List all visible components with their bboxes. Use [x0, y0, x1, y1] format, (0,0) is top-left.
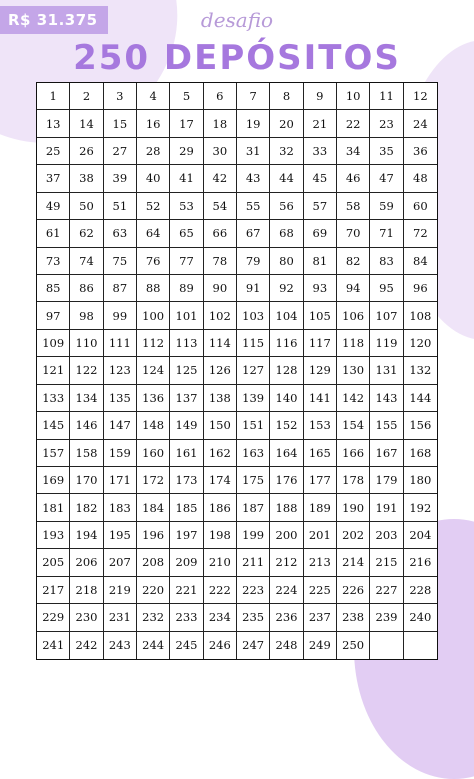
deposit-cell[interactable]: 59	[370, 193, 403, 220]
deposit-cell[interactable]: 234	[204, 604, 237, 631]
deposit-cell[interactable]: 154	[337, 412, 370, 439]
deposit-cell[interactable]: 101	[170, 302, 203, 329]
deposit-cell[interactable]: 177	[304, 467, 337, 494]
deposit-cell[interactable]: 61	[37, 220, 70, 247]
deposit-cell[interactable]: 34	[337, 138, 370, 165]
deposit-cell[interactable]: 70	[337, 220, 370, 247]
deposit-cell[interactable]: 204	[404, 522, 437, 549]
deposit-cell[interactable]: 174	[204, 467, 237, 494]
deposit-cell[interactable]: 91	[237, 275, 270, 302]
deposit-cell[interactable]: 248	[270, 632, 303, 659]
deposit-cell[interactable]: 89	[170, 275, 203, 302]
deposit-cell[interactable]: 53	[170, 193, 203, 220]
deposit-cell[interactable]: 50	[70, 193, 103, 220]
deposit-cell[interactable]: 186	[204, 494, 237, 521]
deposit-cell[interactable]: 219	[104, 577, 137, 604]
deposit-cell[interactable]: 12	[404, 83, 437, 110]
deposit-cell[interactable]: 81	[304, 248, 337, 275]
deposit-cell[interactable]: 44	[270, 165, 303, 192]
deposit-cell[interactable]: 7	[237, 83, 270, 110]
deposit-cell[interactable]: 122	[70, 357, 103, 384]
deposit-cell[interactable]: 115	[237, 330, 270, 357]
deposit-cell[interactable]: 31	[237, 138, 270, 165]
deposit-cell[interactable]: 19	[237, 110, 270, 137]
empty-cell	[404, 632, 437, 659]
deposit-cell[interactable]: 83	[370, 248, 403, 275]
deposit-cell[interactable]: 191	[370, 494, 403, 521]
deposit-cell[interactable]: 178	[337, 467, 370, 494]
deposit-cell[interactable]: 201	[304, 522, 337, 549]
deposit-cell[interactable]: 143	[370, 385, 403, 412]
deposit-cell[interactable]: 216	[404, 549, 437, 576]
deposit-cell[interactable]: 140	[270, 385, 303, 412]
deposit-cell[interactable]: 221	[170, 577, 203, 604]
deposit-cell[interactable]: 158	[70, 440, 103, 467]
deposit-cell[interactable]: 29	[170, 138, 203, 165]
deposit-cell[interactable]: 121	[37, 357, 70, 384]
deposit-cell[interactable]: 49	[37, 193, 70, 220]
deposit-cell[interactable]: 128	[270, 357, 303, 384]
deposit-cell[interactable]: 15	[104, 110, 137, 137]
deposit-cell[interactable]: 218	[70, 577, 103, 604]
deposit-cell[interactable]: 232	[137, 604, 170, 631]
deposit-cell[interactable]: 117	[304, 330, 337, 357]
deposit-cell[interactable]: 84	[404, 248, 437, 275]
deposit-cell[interactable]: 161	[170, 440, 203, 467]
deposit-cell[interactable]: 245	[170, 632, 203, 659]
deposit-cell[interactable]: 27	[104, 138, 137, 165]
deposit-cell[interactable]: 130	[337, 357, 370, 384]
deposit-cell[interactable]: 145	[37, 412, 70, 439]
deposit-cell[interactable]: 175	[237, 467, 270, 494]
deposit-cell[interactable]: 244	[137, 632, 170, 659]
deposit-cell[interactable]: 116	[270, 330, 303, 357]
deposit-cell[interactable]: 157	[37, 440, 70, 467]
deposit-cell[interactable]: 250	[337, 632, 370, 659]
deposit-cell[interactable]: 62	[70, 220, 103, 247]
deposit-cell[interactable]: 67	[237, 220, 270, 247]
deposit-cell[interactable]: 6	[204, 83, 237, 110]
deposit-cell[interactable]: 192	[404, 494, 437, 521]
deposit-cell[interactable]: 144	[404, 385, 437, 412]
deposit-cell[interactable]: 96	[404, 275, 437, 302]
deposit-cell[interactable]: 135	[104, 385, 137, 412]
deposit-cell[interactable]: 229	[37, 604, 70, 631]
deposit-cell[interactable]: 64	[137, 220, 170, 247]
deposit-cell[interactable]: 69	[304, 220, 337, 247]
deposit-cell[interactable]: 203	[370, 522, 403, 549]
deposit-cell[interactable]: 57	[304, 193, 337, 220]
deposit-cell[interactable]: 139	[237, 385, 270, 412]
deposit-cell[interactable]: 72	[404, 220, 437, 247]
deposit-cell[interactable]: 138	[204, 385, 237, 412]
deposit-cell[interactable]: 207	[104, 549, 137, 576]
deposit-cell[interactable]: 209	[170, 549, 203, 576]
deposit-cell[interactable]: 133	[37, 385, 70, 412]
deposit-cell[interactable]: 71	[370, 220, 403, 247]
deposit-cell[interactable]: 73	[37, 248, 70, 275]
deposit-cell[interactable]: 176	[270, 467, 303, 494]
deposit-cell[interactable]: 110	[70, 330, 103, 357]
deposit-cell[interactable]: 40	[137, 165, 170, 192]
deposit-cell[interactable]: 95	[370, 275, 403, 302]
deposit-cell[interactable]: 112	[137, 330, 170, 357]
deposit-cell[interactable]: 43	[237, 165, 270, 192]
deposit-cell[interactable]: 30	[204, 138, 237, 165]
deposit-cell[interactable]: 132	[404, 357, 437, 384]
deposit-cell[interactable]: 87	[104, 275, 137, 302]
deposit-cell[interactable]: 23	[370, 110, 403, 137]
deposit-cell[interactable]: 236	[270, 604, 303, 631]
deposit-cell[interactable]: 173	[170, 467, 203, 494]
deposit-cell[interactable]: 127	[237, 357, 270, 384]
deposit-cell[interactable]: 11	[370, 83, 403, 110]
deposit-cell[interactable]: 235	[237, 604, 270, 631]
deposit-cell[interactable]: 2	[70, 83, 103, 110]
deposit-cell[interactable]: 24	[404, 110, 437, 137]
deposit-cell[interactable]: 156	[404, 412, 437, 439]
deposit-cell[interactable]: 97	[37, 302, 70, 329]
deposit-cell[interactable]: 100	[137, 302, 170, 329]
deposit-cell[interactable]: 225	[304, 577, 337, 604]
deposit-cell[interactable]: 42	[204, 165, 237, 192]
deposit-cell[interactable]: 149	[170, 412, 203, 439]
deposit-cell[interactable]: 223	[237, 577, 270, 604]
deposit-cell[interactable]: 111	[104, 330, 137, 357]
deposit-cell[interactable]: 46	[337, 165, 370, 192]
deposit-cell[interactable]: 37	[37, 165, 70, 192]
deposit-cell[interactable]: 136	[137, 385, 170, 412]
deposit-cell[interactable]: 171	[104, 467, 137, 494]
deposit-cell[interactable]: 246	[204, 632, 237, 659]
page-title: 250 DEPÓSITOS	[73, 38, 401, 78]
deposit-cell[interactable]: 124	[137, 357, 170, 384]
deposit-cell[interactable]: 58	[337, 193, 370, 220]
deposit-cell[interactable]: 196	[137, 522, 170, 549]
deposit-cell[interactable]: 237	[304, 604, 337, 631]
deposit-cell[interactable]: 180	[404, 467, 437, 494]
deposit-cell[interactable]: 187	[237, 494, 270, 521]
deposit-cell[interactable]: 205	[37, 549, 70, 576]
deposit-cell[interactable]: 200	[270, 522, 303, 549]
deposit-cell[interactable]: 41	[170, 165, 203, 192]
deposit-cell[interactable]: 233	[170, 604, 203, 631]
deposit-cell[interactable]: 211	[237, 549, 270, 576]
deposit-cell[interactable]: 74	[70, 248, 103, 275]
deposit-cell[interactable]: 52	[137, 193, 170, 220]
deposit-cell[interactable]: 153	[304, 412, 337, 439]
deposit-cell[interactable]: 118	[337, 330, 370, 357]
deposit-cell[interactable]: 169	[37, 467, 70, 494]
deposit-cell[interactable]: 172	[137, 467, 170, 494]
deposit-cell[interactable]: 224	[270, 577, 303, 604]
deposit-cell[interactable]: 114	[204, 330, 237, 357]
deposit-cell[interactable]: 56	[270, 193, 303, 220]
deposit-cell[interactable]: 109	[37, 330, 70, 357]
deposit-cell[interactable]: 5	[170, 83, 203, 110]
deposit-cell[interactable]: 80	[270, 248, 303, 275]
deposit-cell[interactable]: 126	[204, 357, 237, 384]
deposit-cell[interactable]: 164	[270, 440, 303, 467]
deposit-cell[interactable]: 231	[104, 604, 137, 631]
deposit-cell[interactable]: 179	[370, 467, 403, 494]
deposit-cell[interactable]: 129	[304, 357, 337, 384]
deposit-cell[interactable]: 148	[137, 412, 170, 439]
deposit-cell[interactable]: 206	[70, 549, 103, 576]
deposit-cell[interactable]: 214	[337, 549, 370, 576]
deposit-cell[interactable]: 160	[137, 440, 170, 467]
deposit-cell[interactable]: 88	[137, 275, 170, 302]
deposit-cell[interactable]: 213	[304, 549, 337, 576]
deposit-cell[interactable]: 119	[370, 330, 403, 357]
deposit-cell[interactable]: 151	[237, 412, 270, 439]
deposit-cell[interactable]: 45	[304, 165, 337, 192]
deposit-cell[interactable]: 185	[170, 494, 203, 521]
deposit-cell[interactable]: 8	[270, 83, 303, 110]
deposit-cell[interactable]: 85	[37, 275, 70, 302]
deposit-cell[interactable]: 82	[337, 248, 370, 275]
deposit-cell[interactable]: 38	[70, 165, 103, 192]
deposit-cell[interactable]: 197	[170, 522, 203, 549]
deposit-cell[interactable]: 103	[237, 302, 270, 329]
deposit-cell[interactable]: 32	[270, 138, 303, 165]
deposit-cell[interactable]: 166	[337, 440, 370, 467]
deposit-cell[interactable]: 195	[104, 522, 137, 549]
deposit-cell[interactable]: 20	[270, 110, 303, 137]
deposit-cell[interactable]: 142	[337, 385, 370, 412]
deposit-cell[interactable]: 108	[404, 302, 437, 329]
deposit-cell[interactable]: 93	[304, 275, 337, 302]
deposit-cell[interactable]: 106	[337, 302, 370, 329]
total-amount-badge: R$ 31.375	[0, 6, 108, 34]
deposit-cell[interactable]: 249	[304, 632, 337, 659]
deposit-cell[interactable]: 212	[270, 549, 303, 576]
deposit-cell[interactable]: 60	[404, 193, 437, 220]
deposit-cell[interactable]: 79	[237, 248, 270, 275]
deposit-cell[interactable]: 227	[370, 577, 403, 604]
deposit-cell[interactable]: 131	[370, 357, 403, 384]
deposit-cell[interactable]: 4	[137, 83, 170, 110]
deposit-cell[interactable]: 66	[204, 220, 237, 247]
deposit-cell[interactable]: 147	[104, 412, 137, 439]
deposit-cell[interactable]: 78	[204, 248, 237, 275]
deposit-cell[interactable]: 99	[104, 302, 137, 329]
deposit-cell[interactable]: 150	[204, 412, 237, 439]
deposit-cell[interactable]: 113	[170, 330, 203, 357]
deposit-cell[interactable]: 10	[337, 83, 370, 110]
deposit-cell[interactable]: 239	[370, 604, 403, 631]
deposit-cell[interactable]: 146	[70, 412, 103, 439]
deposit-cell[interactable]: 26	[70, 138, 103, 165]
deposit-cell[interactable]: 198	[204, 522, 237, 549]
deposit-cell[interactable]: 155	[370, 412, 403, 439]
deposit-cell[interactable]: 134	[70, 385, 103, 412]
deposit-cell[interactable]: 86	[70, 275, 103, 302]
deposit-cell[interactable]: 33	[304, 138, 337, 165]
deposit-cell[interactable]: 22	[337, 110, 370, 137]
deposit-cell[interactable]: 54	[204, 193, 237, 220]
deposit-cell[interactable]: 102	[204, 302, 237, 329]
deposit-cell[interactable]: 77	[170, 248, 203, 275]
deposit-cell[interactable]: 243	[104, 632, 137, 659]
deposit-cell[interactable]: 48	[404, 165, 437, 192]
deposit-cell[interactable]: 199	[237, 522, 270, 549]
deposit-cell[interactable]: 98	[70, 302, 103, 329]
deposit-cell[interactable]: 51	[104, 193, 137, 220]
deposit-cell[interactable]: 137	[170, 385, 203, 412]
deposit-cell[interactable]: 247	[237, 632, 270, 659]
deposit-cell[interactable]: 75	[104, 248, 137, 275]
deposit-cell[interactable]: 125	[170, 357, 203, 384]
deposit-cell[interactable]: 104	[270, 302, 303, 329]
deposit-cell[interactable]: 241	[37, 632, 70, 659]
deposit-cell[interactable]: 222	[204, 577, 237, 604]
deposit-cell[interactable]: 68	[270, 220, 303, 247]
deposit-cell[interactable]: 35	[370, 138, 403, 165]
deposit-cell[interactable]: 25	[37, 138, 70, 165]
deposit-cell[interactable]: 217	[37, 577, 70, 604]
deposit-cell[interactable]: 208	[137, 549, 170, 576]
deposit-cell[interactable]: 162	[204, 440, 237, 467]
deposit-cell[interactable]: 17	[170, 110, 203, 137]
deposit-cell[interactable]: 210	[204, 549, 237, 576]
deposit-cell[interactable]: 28	[137, 138, 170, 165]
deposit-cell[interactable]: 240	[404, 604, 437, 631]
deposit-cell[interactable]: 228	[404, 577, 437, 604]
deposit-cell[interactable]: 18	[204, 110, 237, 137]
deposit-cell[interactable]: 55	[237, 193, 270, 220]
deposit-cell[interactable]: 76	[137, 248, 170, 275]
deposit-cell[interactable]: 14	[70, 110, 103, 137]
deposit-cell[interactable]: 202	[337, 522, 370, 549]
deposit-cell[interactable]: 107	[370, 302, 403, 329]
deposit-cell[interactable]: 39	[104, 165, 137, 192]
deposit-cell[interactable]: 181	[37, 494, 70, 521]
challenge-subtitle: desafio	[200, 8, 274, 32]
deposit-grid	[36, 82, 438, 660]
deposit-cell[interactable]: 123	[104, 357, 137, 384]
deposit-cell[interactable]: 188	[270, 494, 303, 521]
deposit-cell[interactable]: 47	[370, 165, 403, 192]
deposit-cell[interactable]: 63	[104, 220, 137, 247]
deposit-cell[interactable]: 21	[304, 110, 337, 137]
deposit-cell[interactable]: 170	[70, 467, 103, 494]
deposit-cell[interactable]: 120	[404, 330, 437, 357]
deposit-cell[interactable]: 194	[70, 522, 103, 549]
deposit-cell[interactable]: 220	[137, 577, 170, 604]
deposit-cell[interactable]: 92	[270, 275, 303, 302]
deposit-cell[interactable]: 215	[370, 549, 403, 576]
deposit-cell[interactable]: 65	[170, 220, 203, 247]
deposit-cell[interactable]: 105	[304, 302, 337, 329]
deposit-cell[interactable]: 13	[37, 110, 70, 137]
deposit-cell[interactable]: 9	[304, 83, 337, 110]
deposit-cell[interactable]: 36	[404, 138, 437, 165]
deposit-cell[interactable]: 184	[137, 494, 170, 521]
deposit-cell[interactable]: 1	[37, 83, 70, 110]
deposit-cell[interactable]: 90	[204, 275, 237, 302]
deposit-cell[interactable]: 163	[237, 440, 270, 467]
deposit-cell[interactable]: 159	[104, 440, 137, 467]
deposit-cell[interactable]: 94	[337, 275, 370, 302]
deposit-cell[interactable]: 165	[304, 440, 337, 467]
deposit-cell[interactable]: 190	[337, 494, 370, 521]
deposit-cell[interactable]: 3	[104, 83, 137, 110]
deposit-cell[interactable]: 183	[104, 494, 137, 521]
deposit-cell[interactable]: 141	[304, 385, 337, 412]
deposit-cell[interactable]: 16	[137, 110, 170, 137]
deposit-cell[interactable]: 193	[37, 522, 70, 549]
deposit-cell[interactable]: 230	[70, 604, 103, 631]
empty-cell	[370, 632, 403, 659]
deposit-cell[interactable]: 182	[70, 494, 103, 521]
deposit-cell[interactable]: 168	[404, 440, 437, 467]
deposit-cell[interactable]: 167	[370, 440, 403, 467]
deposit-cell[interactable]: 238	[337, 604, 370, 631]
deposit-cell[interactable]: 189	[304, 494, 337, 521]
deposit-cell[interactable]: 242	[70, 632, 103, 659]
deposit-cell[interactable]: 226	[337, 577, 370, 604]
deposit-cell[interactable]: 152	[270, 412, 303, 439]
